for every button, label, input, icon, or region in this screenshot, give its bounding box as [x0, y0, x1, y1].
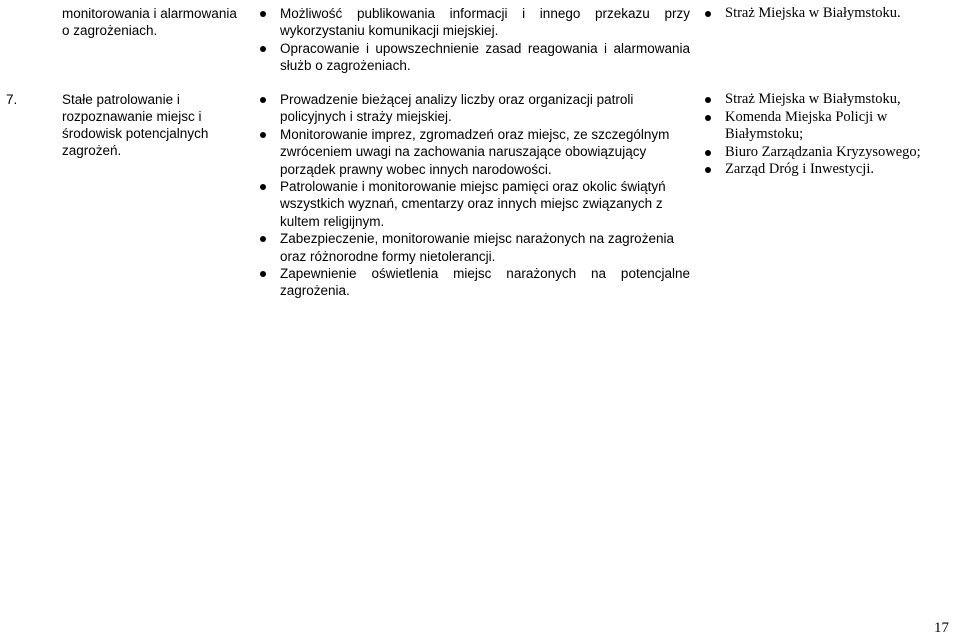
list-item: Zabezpieczenie, monitorowanie miejsc narażonych na zagrożenia oraz różnorodne formy nietolerancji.	[258, 230, 690, 265]
responsible-list	[703, 5, 955, 23]
bullet-icon	[705, 97, 711, 103]
list-item: Możliwość publikowania informacji i innego przekazu przy wykorzystaniu komunikacji miejskiej.	[258, 5, 690, 40]
row-number: 7.	[6, 92, 18, 107]
bullet-icon	[260, 46, 266, 52]
responsible-list	[703, 91, 955, 179]
list-item: Zapewnienie oświetlenia miejsc narażonych na potencjalne zagrożenia.	[258, 265, 690, 300]
list-item: Straż Miejska w Białymstoku,	[703, 91, 955, 109]
list-item: Straż Miejska w Białymstoku.	[703, 5, 955, 23]
list-item: Monitorowanie imprez, zgromadzeń oraz miejsc, ze szczególnym zwróceniem uwagi na zachowania naruszające obowiązujący porządek prawny wobec innych narodowości.	[258, 126, 690, 178]
bullet-icon	[260, 11, 266, 17]
bullet-icon	[705, 167, 711, 173]
list-item: Patrolowanie i monitorowanie miejsc pamięci oraz okolic świątyń wszystkich wyznań, cmentarzy oraz innych miejsc związanych z kultem religijnym.	[258, 178, 690, 230]
task-list	[258, 5, 690, 75]
list-item: Biuro Zarządzania Kryzysowego;	[703, 144, 955, 162]
page-number: 17	[934, 620, 949, 636]
row-topic: monitorowania i alarmowania o zagrożeniach.	[62, 6, 237, 38]
list-item: Prowadzenie bieżącej analizy liczby oraz organizacji patroli policyjnych i straży miejskiej.	[258, 91, 690, 126]
bullet-icon	[705, 150, 711, 156]
bullet-icon	[260, 132, 266, 138]
list-item: Opracowanie i upowszechnienie zasad reagowania i alarmowania służb o zagrożeniach.	[258, 40, 690, 75]
list-item: Zarząd Dróg i Inwestycji.	[703, 161, 955, 179]
bullet-icon	[260, 271, 266, 277]
bullet-icon	[705, 115, 711, 121]
bullet-icon	[260, 184, 266, 190]
bullet-icon	[705, 11, 711, 17]
list-item: Komenda Miejska Policji w Białymstoku;	[703, 109, 955, 144]
row-topic: Stałe patrolowanie i rozpoznawanie miejsc i środowisk potencjalnych zagrożeń.	[62, 92, 209, 158]
bullet-icon	[260, 97, 266, 103]
bullet-icon	[260, 236, 266, 242]
task-list	[258, 91, 690, 300]
